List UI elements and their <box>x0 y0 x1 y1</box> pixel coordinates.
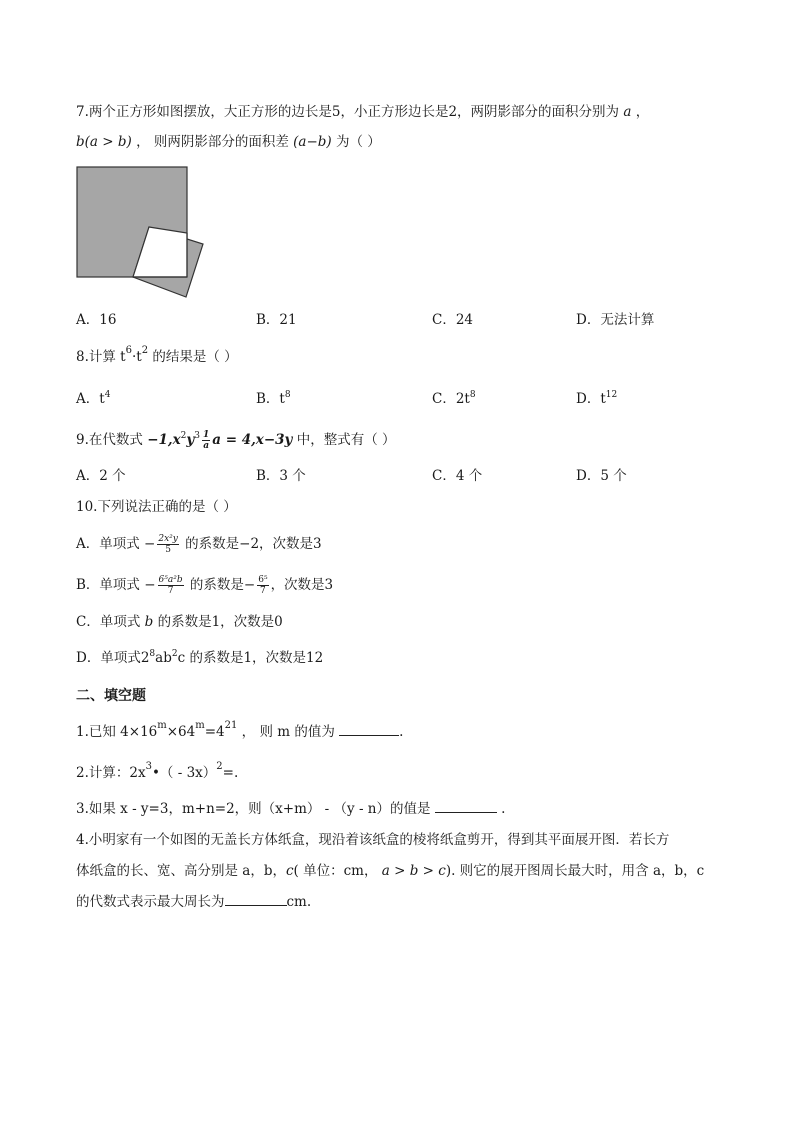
q10-b-num2: 6⁵ <box>258 575 268 585</box>
q7-stem-text2: ， 则两阴影部分的面积差 <box>136 134 289 150</box>
fill-q1-mid2: =4 <box>204 724 225 740</box>
q9-expr-b: 2 <box>180 431 187 441</box>
q7-condition: b(a > b) <box>76 134 132 150</box>
q8-option-b-exp: 8 <box>284 390 291 400</box>
q10-b-mid: 的系数是− <box>189 577 256 593</box>
q7-option-a: A．16 <box>76 312 117 328</box>
q9-frac-den: a <box>203 441 210 451</box>
q8-option-c-base: C．2t <box>432 391 470 407</box>
q10-a-post: 的系数是−2，次数是3 <box>185 536 322 552</box>
q10-d-mid: ab <box>155 650 172 666</box>
q9-frac-num: 1 <box>202 430 210 440</box>
q8-stem <box>76 347 238 367</box>
q10-d-post: c 的系数是1，次数是12 <box>177 650 324 666</box>
q10-b-fraction2 <box>257 575 268 596</box>
fill-q1-answer-blank[interactable] <box>339 735 399 736</box>
q10-a-pre: A．单项式 − <box>76 536 156 552</box>
fill-q4-end: cm. <box>286 894 312 910</box>
fill-q4-c: c <box>285 863 294 879</box>
q10-d-exp2: 2 <box>171 649 178 659</box>
q10-a-fraction <box>157 534 179 555</box>
q8-option-d-exp: 12 <box>605 390 618 400</box>
fill-q2-pre: 2.计算：2x <box>76 765 146 781</box>
fill-q1 <box>76 722 403 742</box>
fill-q4-line1: 4.小明家有一个如图的无盖长方体纸盒，现沿着该纸盒的棱将纸盒剪开，得到其平面展开图．若长方 <box>76 832 670 848</box>
q10-option-c <box>76 612 283 632</box>
q10-a-den: 5 <box>165 545 171 555</box>
fill-q1-exp1: m <box>157 720 167 731</box>
q7-squares-figure <box>76 164 216 298</box>
q10-c-post: 的系数是1，次数是0 <box>157 614 283 630</box>
q10-c-pre: C．单项式 <box>76 614 141 630</box>
q10-option-a <box>76 534 322 555</box>
q10-b-den2: 7 <box>260 586 266 596</box>
q9-expr-c: y <box>186 432 195 448</box>
q7-stem-end: 为（ ） <box>336 134 381 150</box>
q8-stem-pre: 8.计算 t <box>76 349 126 365</box>
fill-q3-end: . <box>501 801 506 817</box>
q9-expr-a: −1,x <box>147 432 181 448</box>
fill-q1-end: . <box>399 724 404 740</box>
q8-exp1: 6 <box>125 345 132 356</box>
q10-c-var: b <box>144 614 154 630</box>
q8-option-d-base: D．t <box>576 391 606 407</box>
fill-q1-post: ， 则 m 的值为 <box>241 724 335 740</box>
q10-d-pre: D．单项式2 <box>76 650 150 666</box>
q7-stem-text: 7.两个正方形如图摆放，大正方形的边长是5，小正方形边长是2，两阴影部分的面积分别为 <box>76 104 620 120</box>
section-title: 二、填空题 <box>76 688 146 704</box>
fill-q1-pre: 1.已知 4×16 <box>76 724 158 740</box>
q8-option-c-exp: 8 <box>469 390 476 400</box>
q10-b-num: 6⁵a²b <box>158 575 183 585</box>
fill-q4-line2 <box>76 861 704 881</box>
q8-option-a <box>76 389 110 409</box>
q9-expr-e: a = 4,x−3y <box>212 432 293 448</box>
q9-option-d: D．5 个 <box>576 468 627 484</box>
q8-option-c <box>432 389 476 409</box>
q9-expr-d: 3 <box>194 431 200 441</box>
q10-d-exp1: 8 <box>149 649 156 659</box>
fill-q4-line3 <box>76 892 311 912</box>
fill-q4-answer-blank[interactable] <box>225 905 287 906</box>
fill-q2 <box>76 763 238 783</box>
fill-q4-inequality: a > b > c <box>381 863 446 879</box>
q10-b-pre: B．单项式 − <box>76 577 156 593</box>
q7-stem-comma: ， <box>635 104 650 120</box>
q9-option-c: C．4 个 <box>432 468 483 484</box>
q7-stem-line2 <box>76 132 381 152</box>
fill-q3 <box>76 799 505 819</box>
fill-q4-line3-text: 的代数式表示最大周长为 <box>76 894 225 910</box>
q9-option-b: B．3 个 <box>256 468 306 484</box>
fill-q2-mid: •（ - 3x） <box>151 765 217 781</box>
q8-option-a-exp: 4 <box>104 390 111 400</box>
fill-q3-answer-blank[interactable] <box>435 812 497 813</box>
q10-b-den: 7 <box>167 586 174 596</box>
q7-option-b: B．21 <box>256 312 297 328</box>
q7-option-c: C．24 <box>432 312 474 328</box>
q10-b-post: ，次数是3 <box>270 577 334 593</box>
fill-q2-exp1: 3 <box>145 761 152 772</box>
q10-option-b <box>76 575 333 596</box>
q9-stem-post: 中，整式有（ ） <box>296 432 396 448</box>
fill-q1-exp3: 21 <box>224 720 238 731</box>
q9-option-a: A．2 个 <box>76 468 126 484</box>
fill-q1-mid: ×64 <box>166 724 196 740</box>
q8-option-b <box>256 389 291 409</box>
q8-option-b-base: B．t <box>256 391 285 407</box>
fill-q3-text: 3.如果 x - y=3，m+n=2，则（x+m） - （y - n）的值是 <box>76 801 431 817</box>
q8-mid: ·t <box>131 349 142 365</box>
q7-difference: (a−b) <box>293 134 332 150</box>
q9-stem-pre: 9.在代数式 <box>76 432 143 448</box>
q9-stem <box>76 430 396 451</box>
q7-var-a: a <box>623 104 632 120</box>
q8-stem-post: 的结果是（ ） <box>152 349 238 365</box>
q9-fraction <box>202 430 210 451</box>
fill-q4-pre: 体纸盒的长、宽、高分别是 a，b， <box>76 863 286 879</box>
q10-a-num: 2x²y <box>158 534 178 544</box>
q10-option-d <box>76 648 323 668</box>
fill-q1-exp2: m <box>195 720 205 731</box>
fill-q2-exp2: 2 <box>216 761 223 772</box>
q10-stem: 10.下列说法正确的是（ ） <box>76 499 237 515</box>
q10-b-fraction <box>158 575 184 596</box>
q8-option-d <box>576 389 617 409</box>
q7-option-d: D．无法计算 <box>576 312 655 328</box>
q8-option-a-base: A．t <box>76 391 105 407</box>
q7-stem-line1 <box>76 102 649 122</box>
fill-q4-post: ). 则它的展开图周长最大时，用含 a，b，c <box>445 863 705 879</box>
fill-q2-post: =. <box>222 765 239 781</box>
fill-q4-mid: ( 单位：cm， <box>293 863 378 879</box>
q8-exp2: 2 <box>141 345 149 356</box>
